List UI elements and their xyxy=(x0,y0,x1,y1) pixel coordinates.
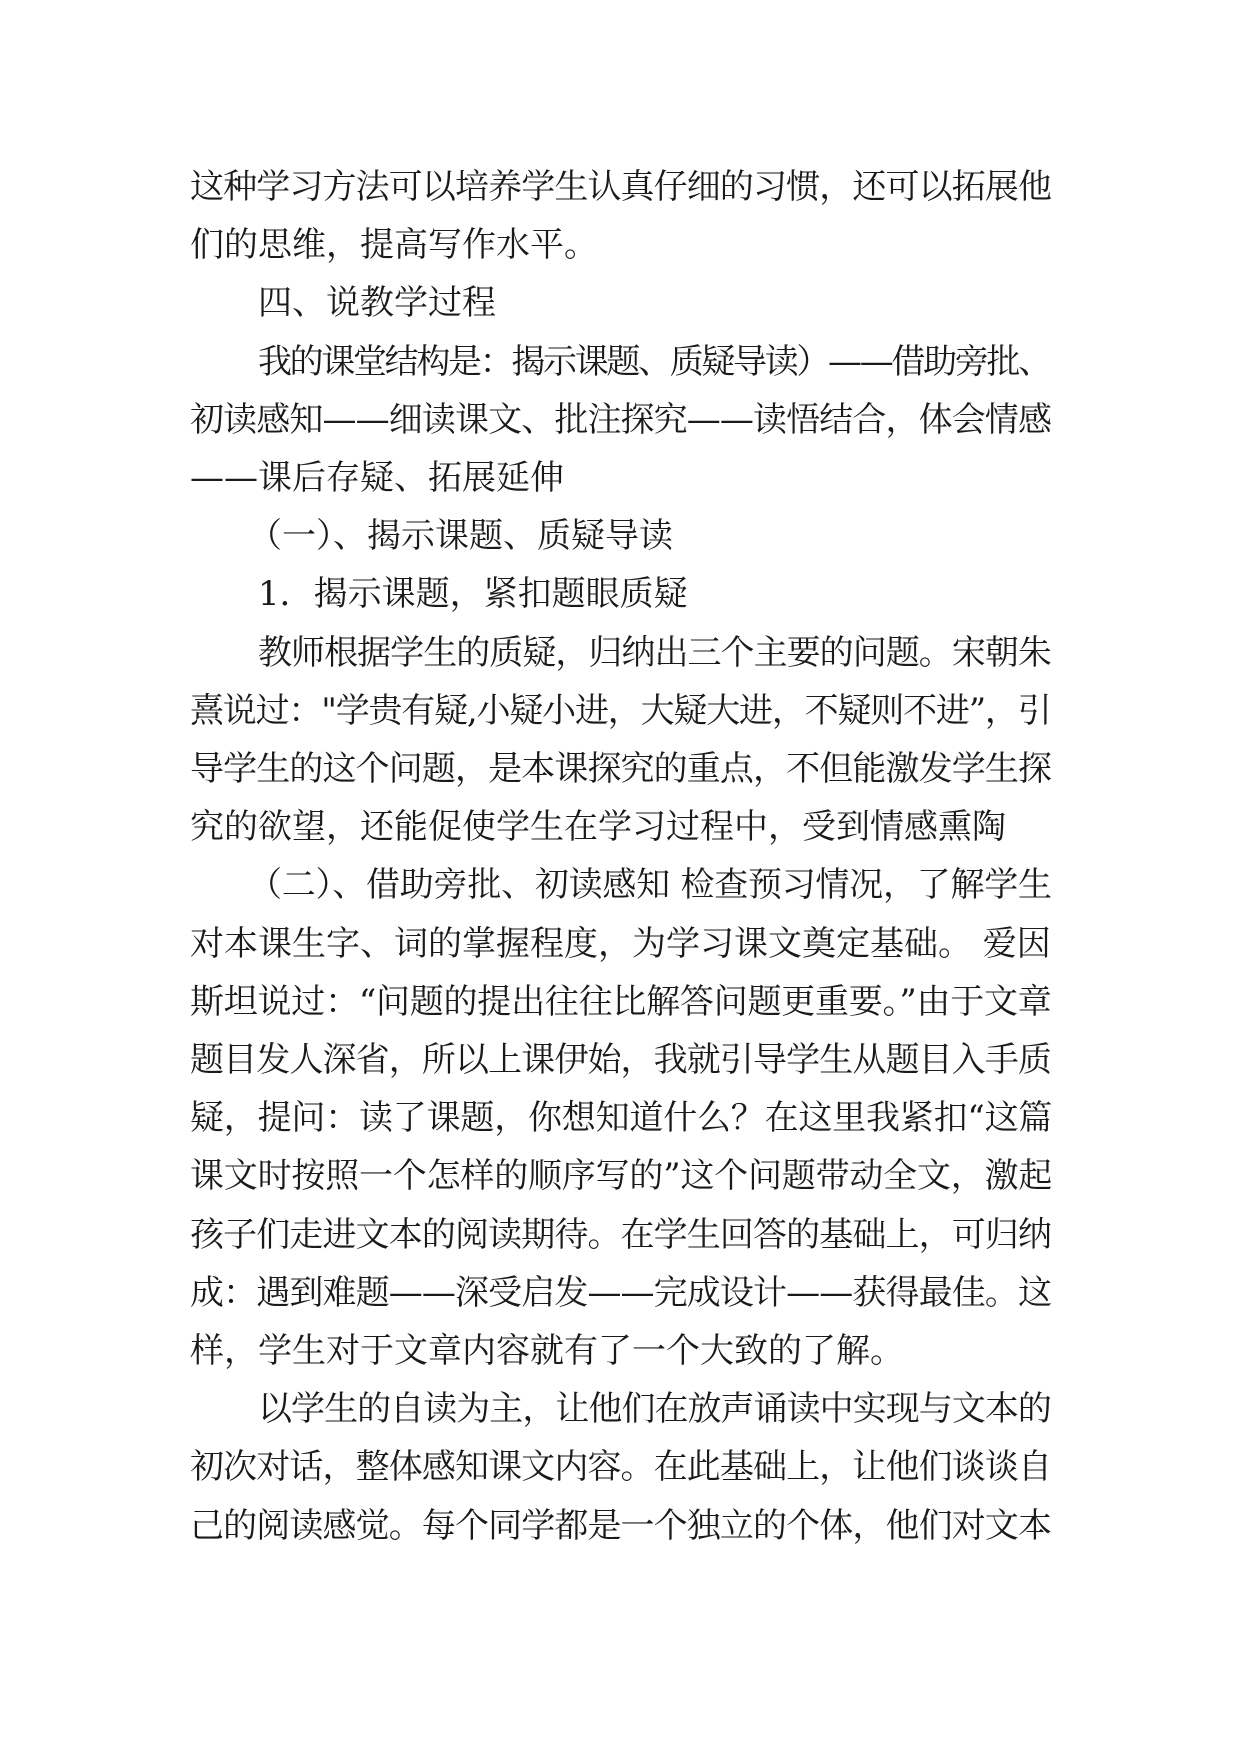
text-line-23: 初次对话，整体感知课文内容。在此基础上，让他们谈谈自 xyxy=(190,1447,1052,1488)
text-line-19: 孩子们走进文本的阅读期待。在学生回答的基础上，可归纳 xyxy=(190,1214,1052,1255)
text-line-24: 己的阅读感觉。每个同学都是一个独立的个体，他们对文本 xyxy=(190,1505,1052,1546)
text-line-20: 成：遇到难题——深受启发——完成设计——获得最佳。这 xyxy=(190,1272,1052,1313)
text-line-5: 初读感知——细读课文、批注探究——读悟结合，体会情感 xyxy=(190,399,1052,440)
text-line-1: 这种学习方法可以培养学生认真仔细的习惯，还可以拓展他 xyxy=(190,167,1052,207)
text-line-9: 教师根据学生的质疑，归纳出三个主要的问题。宋朝朱 xyxy=(258,632,1051,673)
text-line-22: 以学生的自读为主，让他们在放声诵读中实现与文本的 xyxy=(258,1389,1051,1430)
text-line-21: 样，学生对于文章内容就有了一个大致的了解。 xyxy=(190,1331,904,1372)
text-line-17: 疑，提问：读了课题，你想知道什么？在这里我紧扣“这篇 xyxy=(190,1098,1053,1139)
text-line-16: 题目发人深省，所以上课伊始，我就引导学生从题目入手质 xyxy=(190,1040,1052,1081)
text-line-18: 课文时按照一个怎样的顺序写的”这个问题带动全文，激起 xyxy=(190,1156,1053,1197)
text-line-14: 对本课生字、词的掌握程度，为学习课文奠定基础。 爱因 xyxy=(190,923,1051,964)
text-line-15: 斯坦说过：“问题的提出往往比解答问题更重要。”由于文章 xyxy=(190,981,1052,1022)
subsection-heading-2: （二）、借助旁批、初读感知 检查预习情况，了解学生 xyxy=(248,865,1052,906)
text-line-4: 我的课堂结构是：揭示课题、质疑导读）——借助旁批、 xyxy=(258,341,1050,382)
text-line-12: 究的欲望，还能促使学生在学习过程中，受到情感熏陶 xyxy=(190,807,1006,848)
item-heading-1: 1．揭示课题，紧扣题眼质疑 xyxy=(258,574,688,615)
text-line-11: 导学生的这个问题，是本课探究的重点，不但能激发学生探 xyxy=(190,749,1052,790)
text-line-6: ——课后存疑、拓展延伸 xyxy=(190,458,564,499)
subsection-heading-1: （一）、揭示课题、质疑导读 xyxy=(248,516,673,557)
text-line-10: 熹说过："学贵有疑,小疑小进，大疑大进，不疑则不进”，引 xyxy=(190,690,1051,731)
document-body xyxy=(190,158,1052,1555)
text-line-2: 们的思维，提高写作水平。 xyxy=(190,225,598,266)
section-heading-4: 四、说教学过程 xyxy=(258,283,496,324)
